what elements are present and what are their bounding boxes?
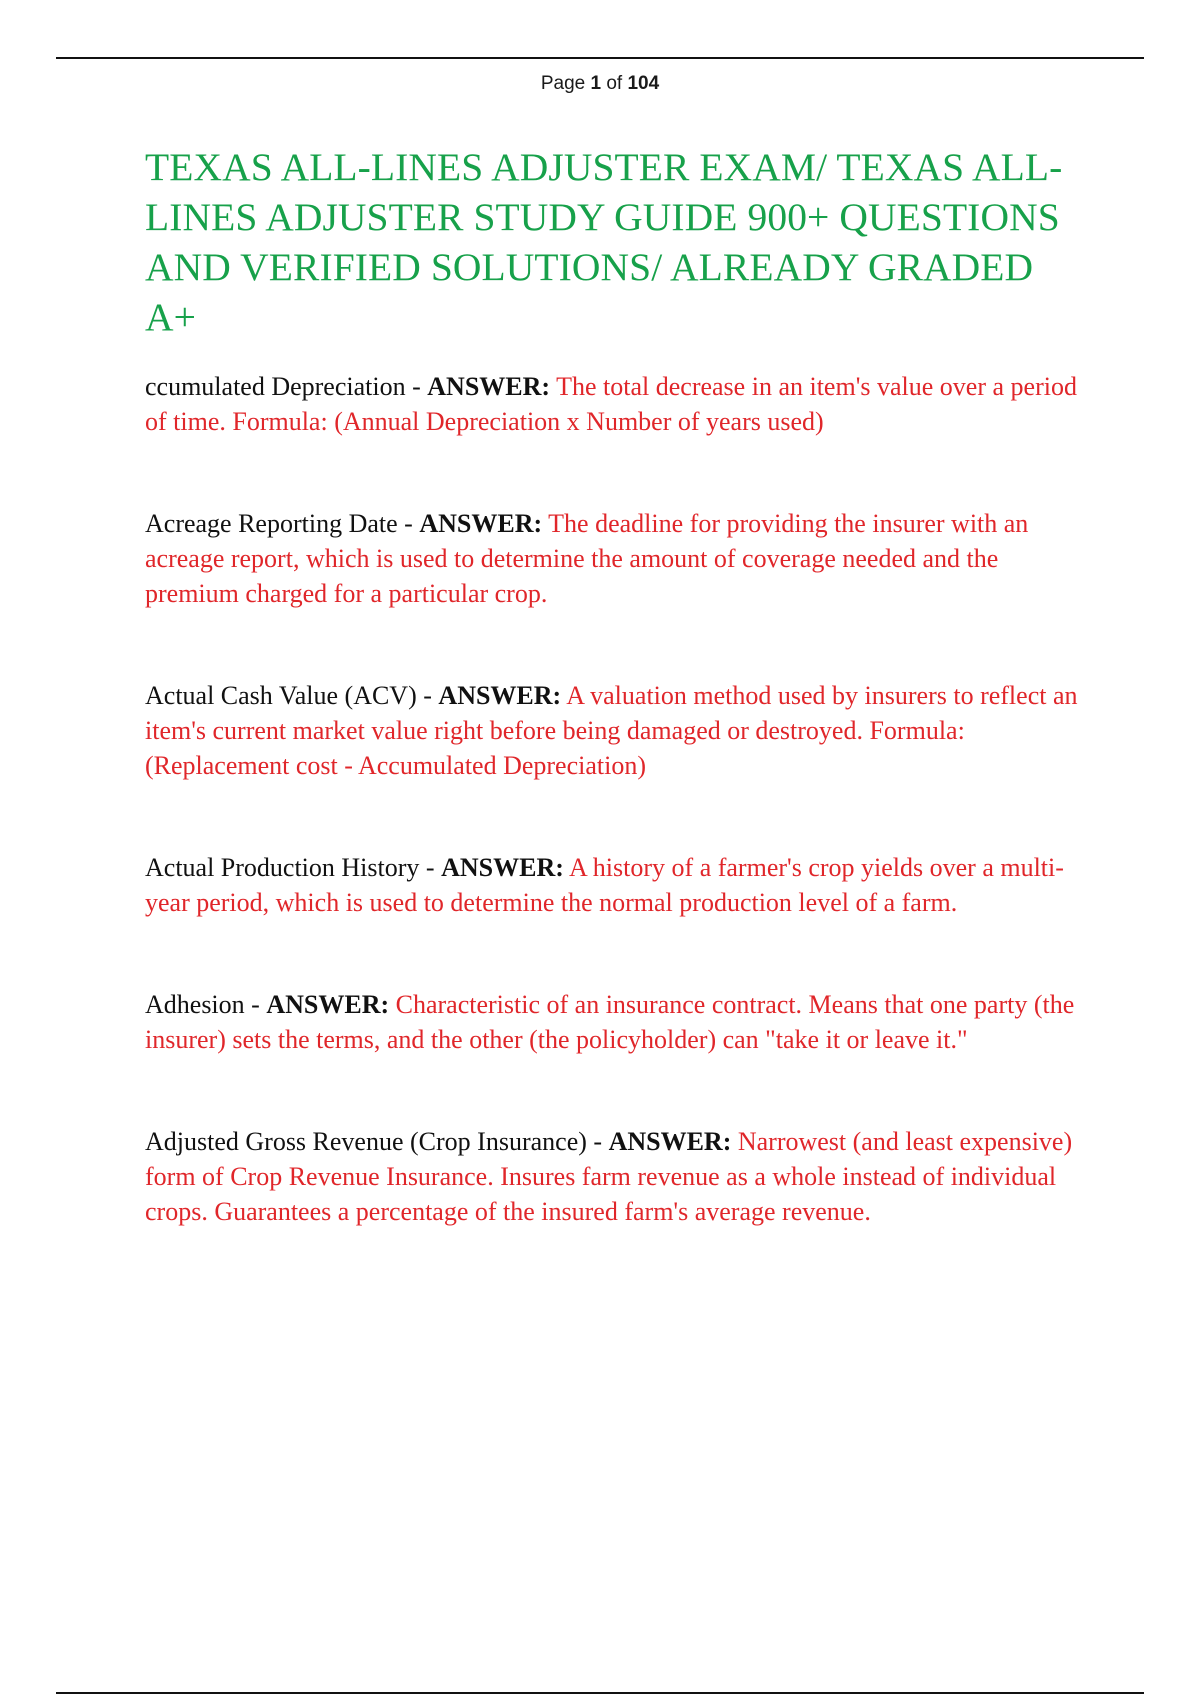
entry-answer: The deadline for providing the insurer with an acreage report, which is used to determine the amount of coverage needed and the premium charged for a particular crop.	[145, 509, 1029, 608]
entry-answer: Characteristic of an insurance contract. Means that one party (the insurer) sets the terms, and the other (the policyholder) can "take it or leave it."	[145, 990, 1075, 1054]
entry-answer: A valuation method used by insurers to reflect an item's current market value right before being damaged or destroyed. Formula: (Replacement cost - Accumulated Depreciation)	[145, 681, 1078, 780]
qa-entry	[145, 506, 1090, 611]
answer-label: ANSWER:	[266, 990, 390, 1019]
footer-rule	[56, 1692, 1144, 1694]
answer-separator: -	[419, 853, 442, 882]
qa-entry	[145, 369, 1090, 439]
entry-answer: Narrowest (and least expensive) form of Crop Revenue Insurance. Insures farm revenue as a whole instead of individual crops. Guarantees a percentage of the insured farm's average revenue.	[145, 1127, 1073, 1226]
answer-label: ANSWER:	[419, 509, 543, 538]
document-body	[145, 142, 1090, 1296]
entry-answer: The total decrease in an item's value over a period of time. Formula: (Annual Depreciation x Number of years used)	[145, 372, 1077, 436]
answer-label: ANSWER:	[438, 681, 562, 710]
entry-term: ccumulated Depreciation	[145, 372, 406, 401]
page-number-header	[0, 73, 1200, 95]
entry-answer: A history of a farmer's crop yields over a multi-year period, which is used to determine the normal production level of a farm.	[145, 853, 1064, 917]
qa-entries	[145, 369, 1090, 1229]
qa-entry	[145, 678, 1090, 783]
header-rule	[56, 57, 1144, 59]
answer-separator: -	[397, 509, 420, 538]
qa-entry	[145, 850, 1090, 920]
current-page-number: 1	[590, 73, 602, 94]
answer-label: ANSWER:	[441, 853, 564, 882]
answer-separator: -	[244, 990, 267, 1019]
answer-separator: -	[416, 681, 439, 710]
total-page-count: 104	[627, 73, 660, 94]
qa-entry	[145, 1124, 1090, 1229]
answer-separator: -	[405, 372, 428, 401]
answer-label: ANSWER:	[427, 372, 551, 401]
page-label: Page	[540, 73, 591, 94]
document-title: TEXAS ALL-LINES ADJUSTER EXAM/ TEXAS ALL-LINES ADJUSTER STUDY GUIDE 900+ QUESTIONS AND VERIFIED SOLUTIONS/ ALREADY GRADED A+	[145, 145, 1063, 339]
qa-entry	[145, 987, 1090, 1057]
entry-term: Actual Production History	[145, 853, 420, 882]
answer-label: ANSWER:	[608, 1127, 732, 1156]
entry-term: Adjusted Gross Revenue (Crop Insurance)	[145, 1127, 587, 1156]
entry-term: Actual Cash Value (ACV)	[145, 681, 417, 710]
answer-separator: -	[586, 1127, 609, 1156]
entry-term: Adhesion	[145, 990, 245, 1019]
page-of-label: of	[601, 73, 628, 94]
entry-term: Acreage Reporting Date	[145, 509, 398, 538]
